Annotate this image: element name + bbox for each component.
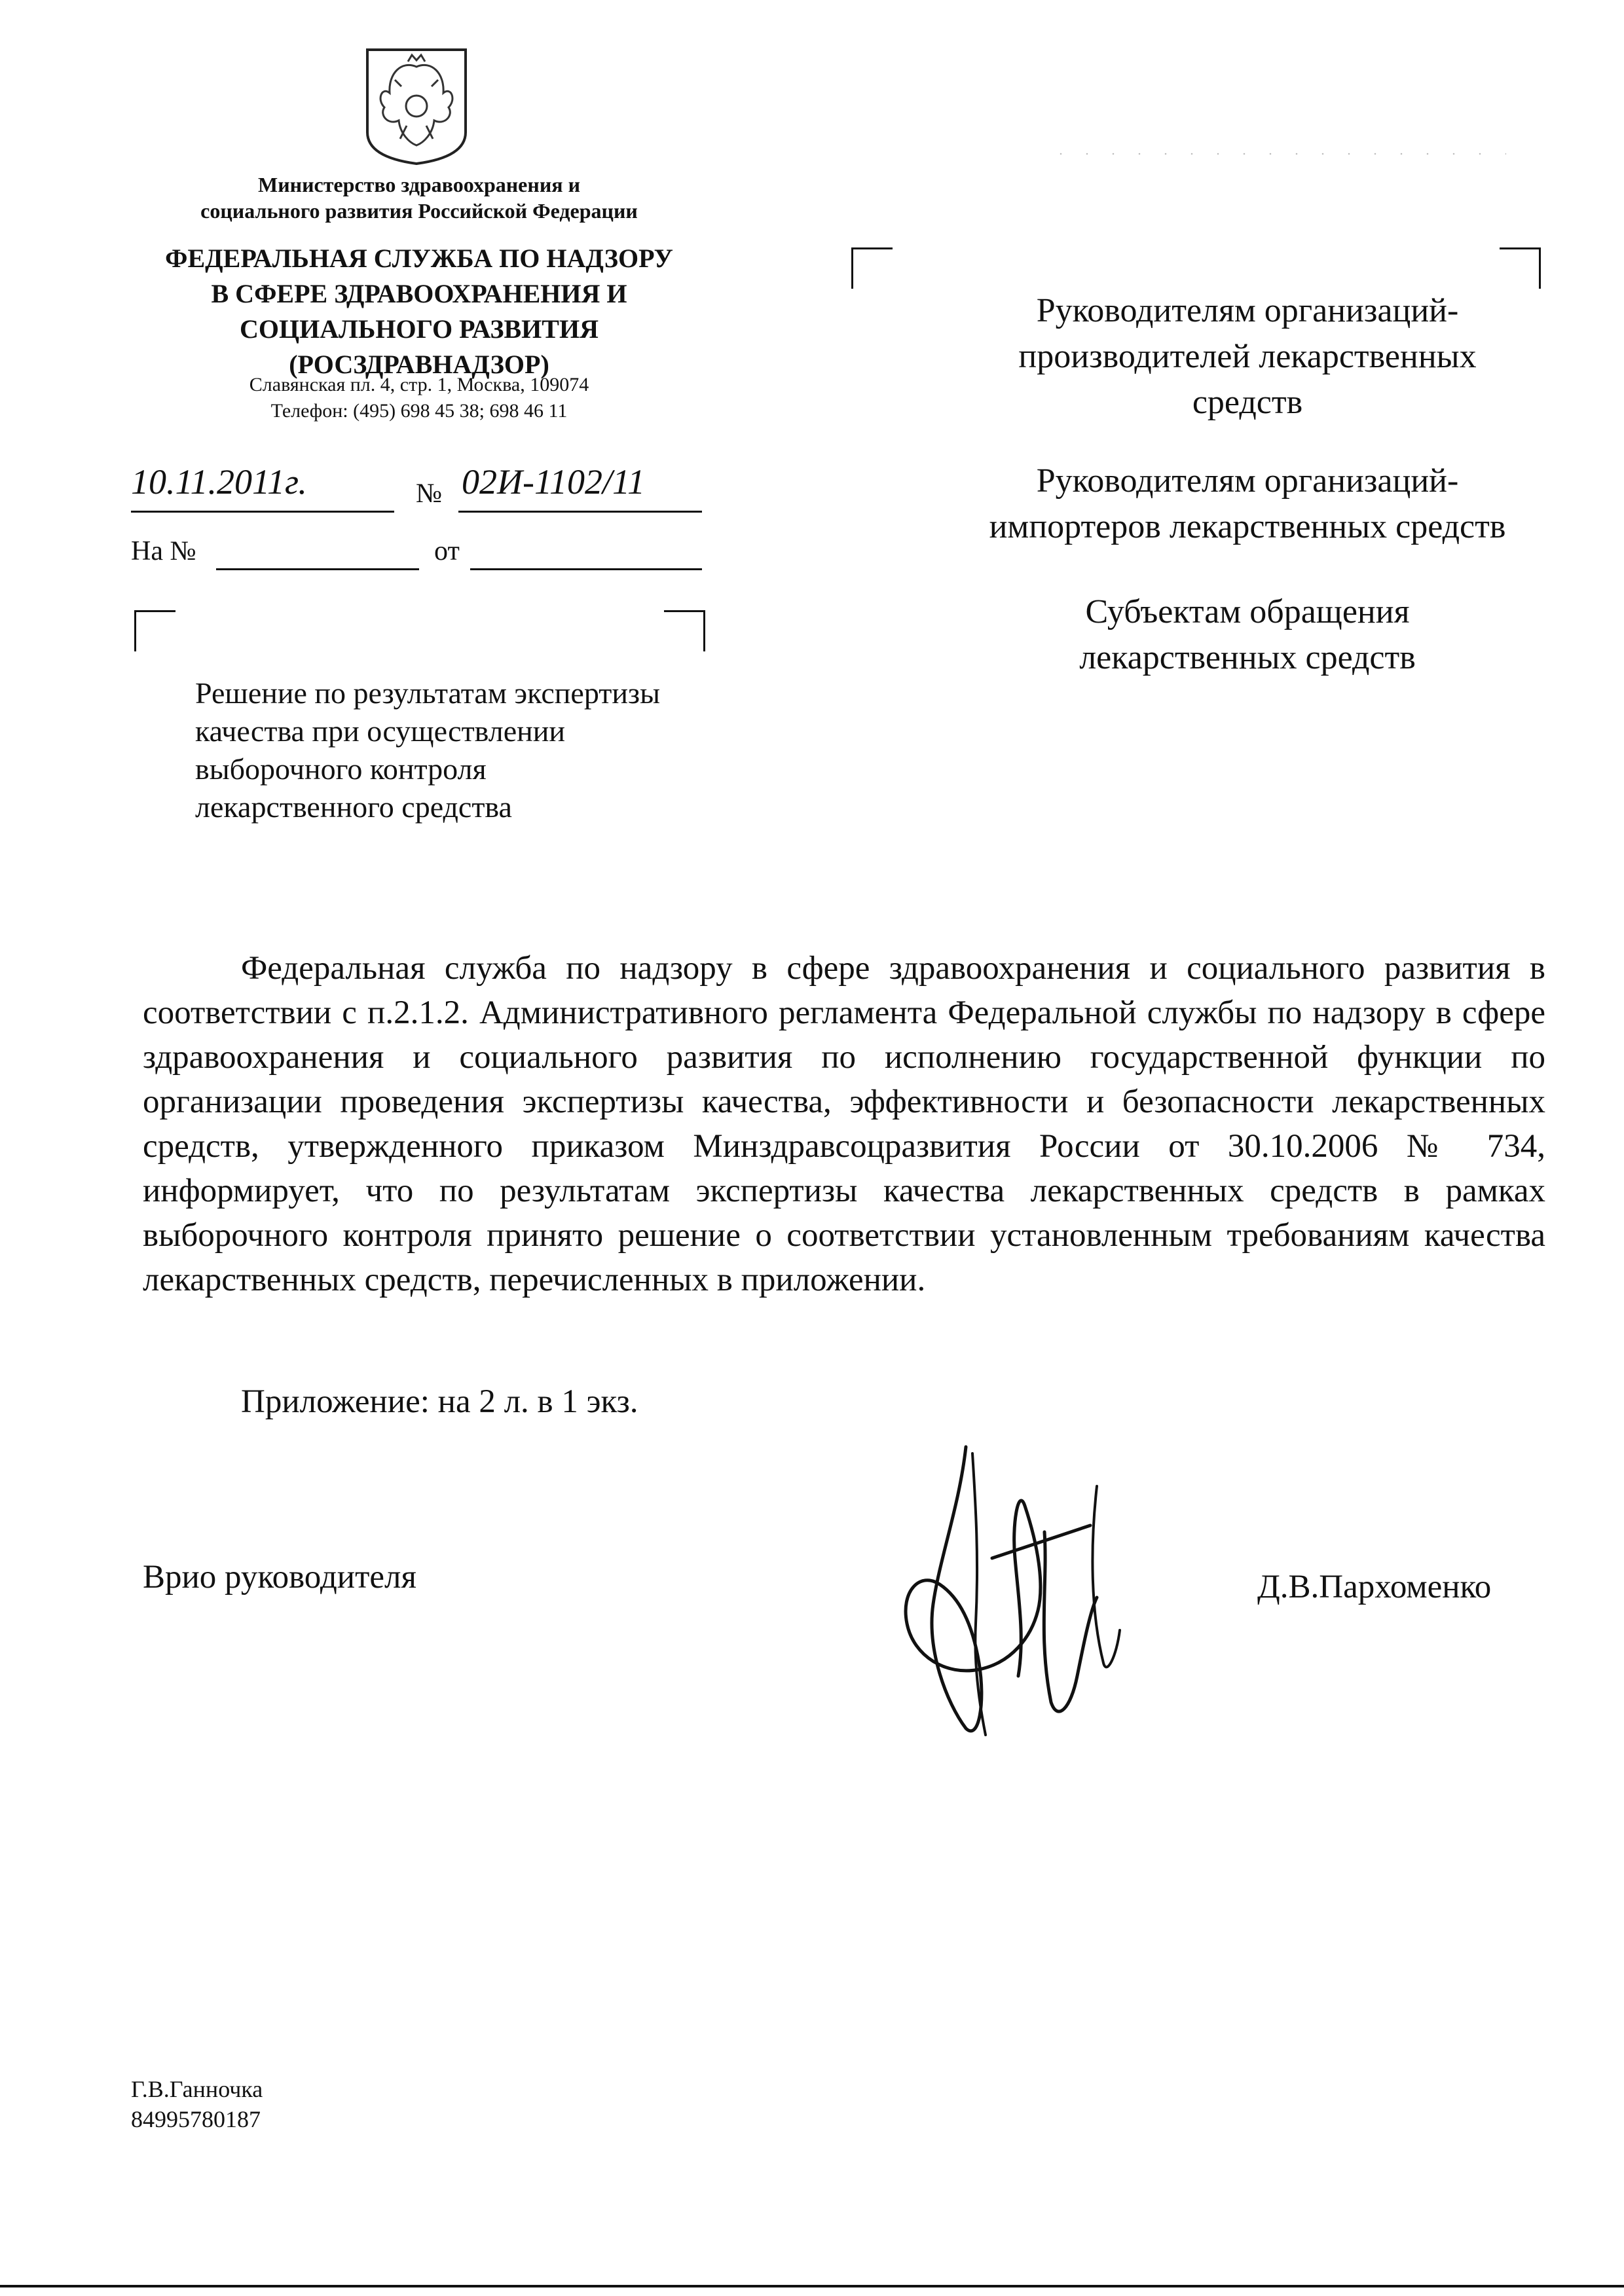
agency-phone: Телефон: (495) 698 45 38; 698 46 11: [270, 400, 568, 422]
scan-noise: [1048, 152, 1506, 156]
ministry-name: [118, 172, 720, 224]
signer-name: Д.В.Пархоменко: [1257, 1569, 1492, 1605]
subject-line: качества при осуществлении: [195, 714, 566, 748]
addressee-line: Руководителям организаций-: [1036, 292, 1459, 329]
executor-phone: 84995780187: [131, 2106, 261, 2132]
reply-to-underline: [216, 568, 419, 570]
addressee-line: импортеров лекарственных средств: [989, 508, 1506, 545]
addressee-subjects: [904, 589, 1591, 681]
addressee-line: Руководителям организаций-: [1036, 462, 1459, 500]
addressee-line: средств: [1192, 384, 1303, 421]
executor-name: Г.В.Ганночка: [131, 2076, 263, 2102]
ministry-line: социального развития Российской Федерации: [200, 199, 638, 223]
agency-name: [118, 241, 720, 382]
body-paragraph: Федеральная служба по надзору в сфере здравоохранения и социального развития в соответствии с п.2.1.2. Административного регламента Федеральной службы по надзору в сфере здравоохранения и социального развития по исполнению государственной функции по организации проведения экспертизы качества, эффективности и безопасности лекарственных средств, утвержденного приказом Минздравсоцразвития России от 30.10.2006 № 734, информирует, что по результатам экспертизы качества лекарственных средств в рамках выборочного контроля принято решение о соответствии установленным требованиям качества лекарственных средств, перечисленных в приложении.: [143, 950, 1545, 1298]
corner-mark: [664, 610, 705, 651]
corner-mark: [134, 610, 175, 651]
agency-line: СОЦИАЛЬНОГО РАЗВИТИЯ: [240, 314, 599, 344]
subject-line: лекарственного средства: [195, 790, 512, 824]
coat-of-arms-icon: [362, 47, 471, 165]
agency-line: В СФЕРЕ ЗДРАВООХРАНЕНИЯ И: [211, 279, 627, 308]
subject: [195, 674, 771, 826]
addressee-line: лекарственных средств: [1079, 639, 1416, 676]
subject-line: выборочного контроля: [195, 752, 487, 786]
ministry-line: Министерство здравоохранения и: [257, 173, 580, 196]
agency-contacts: [118, 372, 720, 424]
signer-position: Врио руководителя: [143, 1559, 416, 1595]
registration-number: 02И-1102/11: [462, 462, 645, 501]
addressee-manufacturers: [904, 288, 1591, 426]
addressee-importers: [904, 458, 1591, 550]
appendix-note: Приложение: на 2 л. в 1 экз.: [241, 1383, 638, 1420]
addressee-line: Субъектам обращения: [1085, 593, 1410, 630]
handwritten-signature: [881, 1427, 1143, 1755]
subject-line: Решение по результатам экспертизы: [195, 676, 661, 710]
reply-from-label: от: [434, 536, 460, 566]
reply-from-underline: [470, 568, 702, 570]
number-label: №: [416, 479, 443, 509]
executor-info: [131, 2074, 263, 2134]
number-underline: [458, 511, 702, 513]
date-underline: [131, 511, 394, 513]
corner-mark: [1500, 247, 1541, 289]
agency-address: Славянская пл. 4, стр. 1, Москва, 109074: [249, 374, 589, 395]
registration-date: 10.11.2011г.: [131, 462, 307, 501]
corner-mark: [851, 247, 893, 289]
page-bottom-edge: [0, 2285, 1624, 2287]
agency-line: (РОСЗДРАВНАДЗОР): [289, 350, 549, 379]
agency-line: ФЕДЕРАЛЬНАЯ СЛУЖБА ПО НАДЗОРУ: [165, 244, 673, 273]
reply-to-label: На №: [131, 536, 196, 566]
addressee-line: производителей лекарственных: [1018, 338, 1477, 375]
